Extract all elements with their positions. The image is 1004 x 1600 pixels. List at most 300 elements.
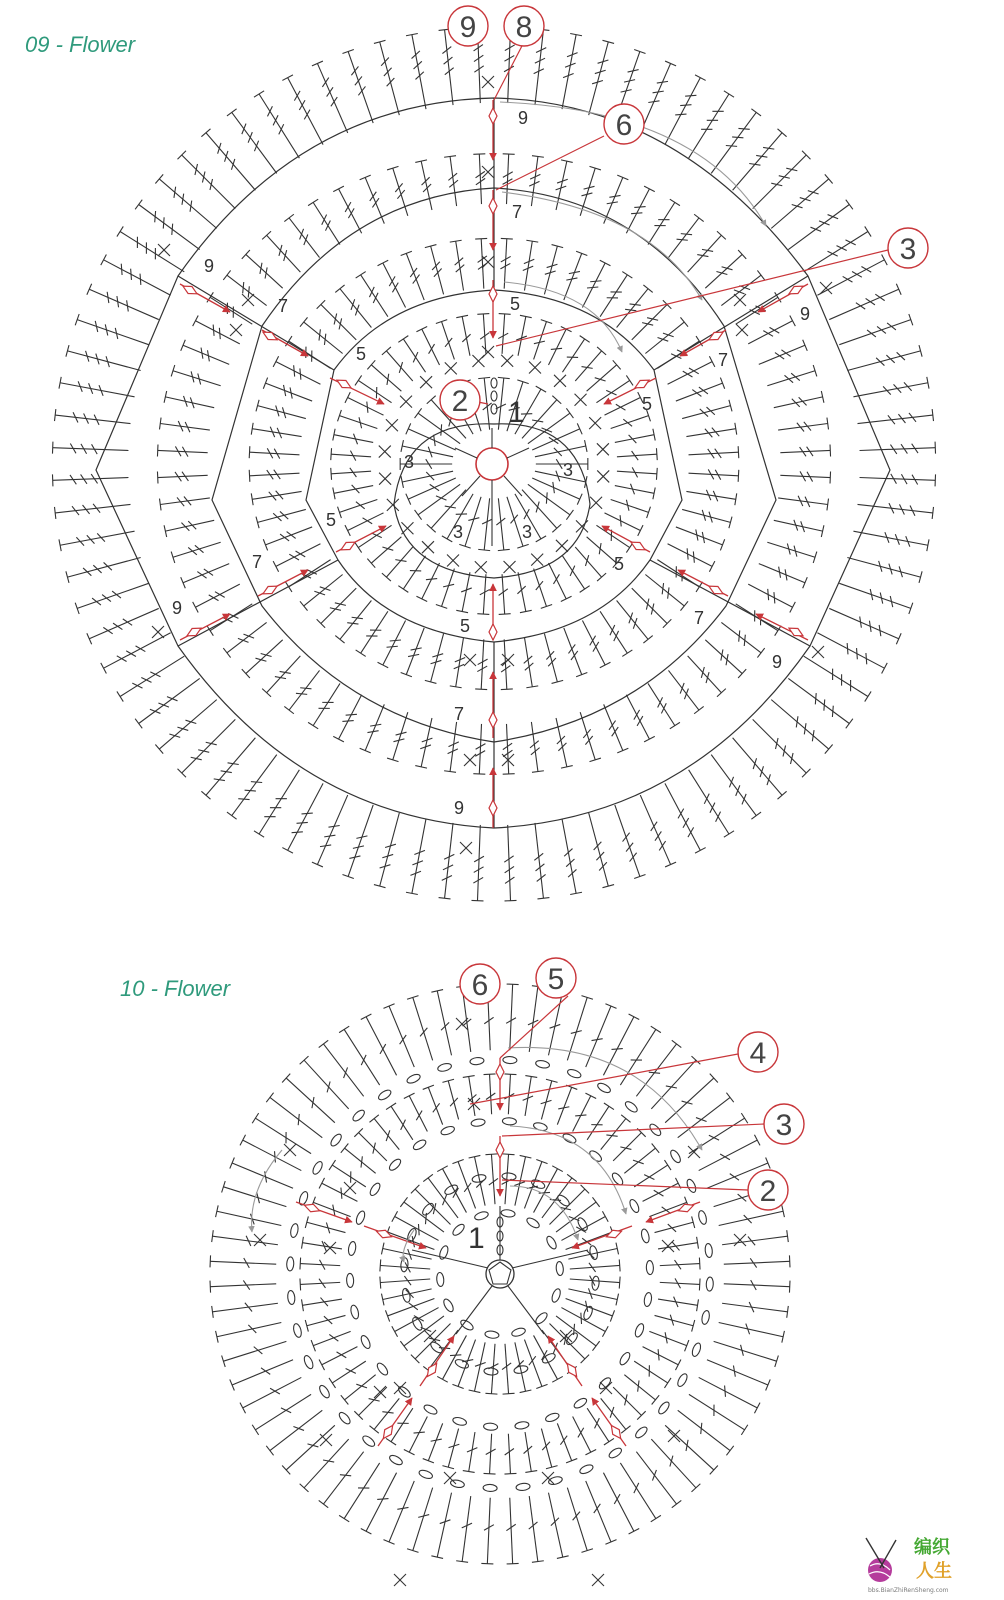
stitch-tall: [668, 670, 703, 713]
stitch-tall: [387, 166, 408, 215]
stitch-chain: [502, 1117, 516, 1125]
stitch-tall: [210, 1255, 276, 1268]
stitch-tall: [665, 783, 706, 853]
stitch-chain: [377, 1088, 393, 1102]
stitch-tall: [748, 584, 795, 612]
logo-site-url: bbs.BianZhiRenSheng.com: [868, 1587, 949, 1594]
svg-text:5: 5: [356, 344, 367, 364]
stitch-tall: [404, 1417, 428, 1455]
stitch-tall: [544, 245, 563, 295]
svg-text:5: 5: [510, 294, 521, 314]
stitch-tall: [378, 620, 406, 667]
stitch-sc: [482, 76, 494, 88]
stitch-sc: [420, 376, 432, 388]
slip-stitch-mark: [631, 542, 645, 550]
svg-text:9: 9: [454, 798, 465, 818]
stitch-chain: [691, 1342, 702, 1358]
stitch-sc: [152, 626, 164, 638]
stitch-tall: [473, 724, 485, 774]
stitch-tall: [759, 340, 807, 365]
stitch-tall: [688, 231, 726, 272]
stitch-tall: [615, 484, 655, 499]
stitch-tall: [686, 490, 736, 505]
stitch-tall: [450, 637, 465, 687]
stitch-tall: [665, 1074, 718, 1123]
stitch-tall: [736, 604, 781, 636]
stitch-tall: [216, 1322, 282, 1342]
stitch-tall: [360, 175, 385, 223]
stitch-sc: [597, 470, 609, 482]
stitch-chain: [676, 1372, 689, 1388]
stitch-tall: [425, 245, 444, 295]
stitch-tall: [707, 1360, 770, 1391]
stitch-chain: [421, 1202, 436, 1217]
stitch-tall: [311, 1197, 350, 1217]
stitch-tall: [177, 719, 235, 777]
stitch-tall: [847, 557, 922, 582]
stitch-tall: [573, 1093, 597, 1131]
flower-09-magic-ring: [476, 448, 508, 480]
slip-stitch-mark: [376, 1230, 391, 1238]
stitch-tall: [242, 640, 283, 678]
flower-10-diagram: [120, 958, 804, 1586]
svg-text:3: 3: [563, 460, 574, 480]
svg-text:5: 5: [614, 554, 625, 574]
stitch-chain: [618, 1351, 632, 1367]
stitch-chain: [351, 1108, 366, 1123]
stitch-chain: [485, 1330, 500, 1339]
stitch-tall: [382, 547, 413, 581]
stitch-tall: [655, 1216, 695, 1232]
stitch-tall: [640, 795, 676, 867]
stitch-chain: [483, 1484, 497, 1492]
stitch-tall: [788, 200, 853, 250]
stitch-tall: [562, 34, 582, 110]
stitch-tall: [504, 1434, 516, 1474]
stitch-tall: [444, 156, 458, 206]
stitch-tall: [387, 712, 408, 761]
stitch-chain: [573, 1396, 589, 1409]
stitch-tall: [302, 1298, 342, 1312]
stitch-tall: [367, 537, 401, 568]
stitch-tall: [230, 1157, 293, 1188]
stitch-tall: [312, 795, 348, 867]
stitch-tall: [682, 509, 732, 528]
stitch-chain: [423, 1403, 439, 1416]
stitch-tall: [722, 1302, 788, 1318]
stitch-tall: [207, 604, 252, 636]
stitch-chain: [648, 1122, 663, 1137]
stitch-tall: [252, 1113, 311, 1154]
stitch-tall: [262, 656, 300, 697]
slip-stitch-mark: [263, 586, 277, 594]
svg-text:7: 7: [718, 350, 729, 370]
stitch-tall: [613, 1128, 646, 1161]
stitch-tall: [300, 1258, 340, 1270]
slip-stitch-mark: [183, 286, 197, 294]
stitch-tall: [341, 1143, 376, 1173]
callout-3: [888, 228, 928, 268]
stitch-chain: [545, 1235, 558, 1251]
stitch-tall: [87, 284, 159, 320]
slip-stitch-mark: [635, 380, 649, 388]
stitch-tall: [477, 574, 489, 614]
stitch-tall: [383, 1481, 414, 1544]
stitch-tall: [575, 347, 606, 381]
stitch-tall: [503, 154, 515, 204]
stitch-tall: [564, 628, 588, 677]
stitch-chain: [576, 1216, 589, 1232]
stitch-sc: [734, 294, 746, 306]
stitch-chain: [634, 1323, 646, 1339]
stitch-tall: [617, 285, 653, 328]
stitch-tall: [312, 61, 348, 133]
stitch-tall: [282, 783, 323, 853]
stitch-tall: [342, 50, 373, 124]
stitch-chain: [388, 1157, 403, 1172]
stitch-tall: [532, 423, 582, 450]
stitch-sc: [158, 244, 170, 256]
stitch-tall: [604, 704, 629, 752]
stitch-tall: [788, 678, 853, 728]
stitch-tall: [502, 1344, 515, 1394]
stitch-tall: [333, 695, 361, 742]
stitch-chain: [502, 1172, 517, 1180]
stitch-tall: [570, 1276, 620, 1289]
stitch-tall: [645, 317, 688, 353]
stitch-tall: [407, 996, 433, 1061]
stitch-tall: [263, 527, 312, 551]
stitch-chain: [470, 1057, 485, 1065]
stitch-tall: [484, 1434, 496, 1474]
stitch-tall: [177, 151, 235, 209]
stitch-tall: [604, 175, 629, 223]
stitch-tall: [380, 1259, 430, 1272]
stitch-tall: [648, 199, 680, 244]
stitch-tall: [620, 1026, 661, 1085]
stitch-tall: [613, 1387, 646, 1420]
stitch-chain: [566, 1068, 582, 1079]
stitch-chain: [368, 1182, 382, 1198]
stitch-tall: [305, 1315, 345, 1331]
stitch-tall: [548, 1493, 568, 1559]
stitch-chain: [525, 1216, 541, 1230]
stitch-chain: [459, 1318, 475, 1332]
slip-stitch-mark: [678, 1204, 693, 1212]
stitch-tall: [748, 315, 795, 343]
stitch-tall: [753, 719, 811, 777]
callout-9: [448, 6, 488, 46]
stitch-chain: [579, 1463, 595, 1475]
stitch-tall: [263, 378, 312, 402]
stitch-tall: [431, 1493, 451, 1559]
stitch-sc: [387, 499, 399, 511]
stitch-chain: [406, 1073, 422, 1085]
slip-stitch-mark: [304, 1204, 319, 1212]
stitch-tall: [566, 1298, 615, 1321]
stitch-tall: [339, 1026, 380, 1085]
stitch-tall: [361, 1014, 397, 1075]
stitch-tall: [657, 336, 702, 368]
flower-10-center-spokes: [412, 1206, 588, 1334]
stitch-tall: [171, 542, 220, 563]
svg-text:4: 4: [749, 1037, 767, 1070]
stitch-tall: [624, 1375, 659, 1405]
slip-stitch-mark: [709, 332, 723, 340]
stitch-tall: [853, 531, 929, 551]
stitch-tall: [398, 336, 425, 373]
stitch-tall: [374, 40, 399, 115]
stitch-tall: [617, 448, 657, 460]
svg-text:5: 5: [326, 510, 337, 530]
stitch-tall: [55, 504, 131, 519]
stitch-sc: [379, 473, 391, 485]
stitch-chain: [347, 1241, 356, 1256]
stitch-chain: [514, 1421, 529, 1430]
stitch-tall: [444, 722, 459, 772]
stitch-tall: [860, 474, 936, 486]
slip-stitch-mark: [489, 108, 497, 124]
stitch-chain: [701, 1310, 711, 1325]
stitch-tall: [155, 700, 216, 754]
slip-stitch-mark: [606, 1230, 621, 1238]
stitch-tall: [528, 986, 544, 1052]
stitch-tall: [524, 637, 538, 687]
stitch-tall: [504, 825, 516, 901]
stitch-tall: [580, 712, 601, 761]
stitch-tall: [193, 315, 240, 343]
stitch-tall: [285, 336, 330, 368]
flower-09-row-labels: [172, 108, 810, 818]
stitch-tall: [360, 704, 385, 752]
stitch-tall: [566, 1226, 615, 1249]
flower-10-join-arrows: [296, 1058, 700, 1446]
stitch-chain: [556, 1261, 564, 1276]
stitch-chain: [550, 1288, 561, 1304]
stitch-chain: [287, 1290, 295, 1305]
stitch-tall: [338, 410, 378, 429]
stitch-chain: [471, 1118, 486, 1127]
stitch-chain: [375, 1361, 389, 1376]
stitch-tall: [504, 1074, 516, 1114]
stitch-tall: [452, 1159, 475, 1208]
stitch-tall: [651, 1056, 700, 1109]
stitch-tall: [473, 154, 485, 204]
slip-stitch-mark: [489, 198, 497, 214]
stitch-chain: [685, 1178, 697, 1194]
flower-09-diagram: [25, 6, 936, 901]
flower-10-slip-stitch-marks: [304, 1064, 693, 1439]
stitch-sc: [529, 361, 541, 373]
svg-text:7: 7: [694, 608, 705, 628]
svg-text:6: 6: [615, 109, 633, 142]
stitch-tall: [59, 377, 135, 397]
svg-text:3: 3: [899, 233, 917, 266]
stitch-tall: [589, 40, 614, 115]
stitch-chain: [442, 1298, 455, 1314]
stitch-tall: [617, 467, 657, 479]
stitch-sc: [734, 1234, 746, 1246]
slip-stitch-mark: [489, 800, 497, 816]
stitch-sc: [386, 419, 398, 431]
stitch-chain: [388, 1454, 404, 1467]
stitch-tall: [249, 470, 299, 482]
stitch-tall: [367, 360, 401, 391]
stitch-tall: [273, 356, 320, 384]
stitch-tall: [804, 656, 871, 701]
stitch-tall: [774, 520, 824, 537]
stitch-chain: [484, 1367, 499, 1375]
stitch-tall: [522, 396, 561, 439]
stitch-tall: [423, 1174, 458, 1218]
stitch-tall: [733, 738, 787, 799]
callout-6: [604, 104, 644, 144]
stitch-sc: [444, 1472, 456, 1484]
stitch-tall: [587, 360, 621, 391]
stitch-tall: [548, 563, 571, 602]
stitch-tall: [354, 1387, 387, 1420]
flower-09-round-5-outline: [306, 290, 682, 642]
stitch-tall: [442, 1079, 458, 1119]
stitch-chain: [346, 1273, 354, 1287]
stitch-tall: [774, 391, 824, 408]
stitch-tall: [442, 1429, 459, 1469]
stitch-tall: [284, 214, 319, 257]
svg-text:5: 5: [642, 394, 653, 414]
stitch-tall: [517, 572, 531, 612]
stitch-tall: [302, 1237, 342, 1252]
stitch-tall: [210, 1280, 276, 1292]
stitch-chain: [311, 1160, 324, 1176]
stitch-tall: [722, 1230, 788, 1245]
stitch-tall: [216, 1205, 282, 1225]
stitch-tall: [567, 996, 593, 1061]
stitch-tall: [596, 525, 633, 552]
stitch-chain: [646, 1260, 654, 1274]
stitch-tall: [463, 1076, 477, 1116]
stitch-tall: [223, 622, 266, 657]
stitch-tall: [529, 1496, 544, 1562]
stitch-tall: [256, 400, 306, 419]
stitch-tall: [753, 151, 811, 209]
stitch-tall: [230, 1360, 293, 1391]
stitch-chain: [634, 1425, 649, 1440]
stitch-chain: [704, 1243, 712, 1258]
stitch-sc: [662, 1240, 674, 1252]
slip-stitch-mark: [496, 1142, 504, 1158]
stitch-tall: [587, 1103, 614, 1140]
stitch-tall: [75, 314, 149, 345]
stitch-sc: [556, 540, 568, 552]
slip-stitch-mark: [489, 624, 497, 640]
callout-3: [764, 1104, 804, 1144]
stitch-tall: [601, 1115, 631, 1150]
stitch-tall: [439, 29, 454, 105]
slip-stitch-mark: [263, 332, 277, 340]
stitch-tall: [544, 634, 563, 684]
stitch-tall: [423, 1423, 443, 1462]
stitch-chain: [624, 1100, 639, 1114]
callout-8: [504, 6, 544, 46]
stitch-tall: [400, 1316, 444, 1351]
stitch-chain: [412, 1138, 428, 1151]
stitch-sc: [394, 1574, 406, 1586]
stitch-tall: [829, 608, 901, 644]
svg-text:2: 2: [759, 1175, 777, 1208]
stitch-tall: [456, 572, 471, 612]
stitch-chain: [706, 1277, 714, 1291]
stitch-tall: [724, 1255, 790, 1267]
svg-text:3: 3: [453, 522, 464, 542]
stitch-tall: [416, 326, 439, 365]
stitch-tall: [300, 1056, 349, 1109]
stitch-tall: [273, 544, 320, 572]
stitch-tall: [212, 1230, 278, 1246]
stitch-chain: [359, 1334, 371, 1350]
stitch-sc: [502, 654, 514, 666]
stitch-tall: [254, 770, 299, 837]
stitch-tall: [345, 392, 384, 415]
stitch-tall: [117, 656, 184, 701]
stitch-tall: [686, 423, 736, 437]
stitch-tall: [300, 1439, 349, 1492]
svg-text:3: 3: [775, 1109, 793, 1142]
stitch-chain: [516, 1483, 531, 1491]
stitch-tall: [624, 1143, 659, 1173]
stitch-tall: [502, 1154, 515, 1204]
stitch-chain: [361, 1434, 376, 1448]
stitch-tall: [839, 583, 913, 614]
stitch-tall: [689, 770, 734, 837]
slip-stitch-mark: [789, 286, 803, 294]
stitch-tall: [155, 174, 216, 228]
stitch-tall: [676, 527, 725, 551]
stitch-tall: [570, 1259, 620, 1272]
stitch-sc: [590, 497, 602, 509]
stitch-sc: [445, 362, 457, 374]
stitch-tall: [589, 813, 614, 888]
stitch-tall: [847, 345, 922, 370]
stitch-tall: [338, 499, 378, 518]
stitch-tall: [665, 1425, 718, 1474]
stitch-chain: [411, 1316, 424, 1332]
stitch-sc: [589, 417, 601, 429]
stitch-tall: [778, 418, 828, 432]
stitch-tall: [319, 1347, 357, 1371]
stitch-tall: [634, 1361, 671, 1388]
stitch-chain: [503, 1056, 517, 1064]
stitch-chain: [628, 1198, 640, 1214]
stitch-tall: [101, 633, 171, 674]
stitch-tall: [541, 1429, 557, 1469]
stitch-tall: [333, 186, 361, 233]
stitch-tall: [651, 1439, 700, 1492]
svg-text:7: 7: [278, 296, 289, 316]
stitch-chain: [454, 1358, 470, 1370]
stitch-sc: [736, 324, 748, 336]
stitch-tall: [501, 639, 513, 689]
stitch-tall: [580, 166, 601, 215]
stitch-tall: [532, 478, 582, 505]
stitch-chain: [337, 1411, 352, 1426]
stitch-tall: [411, 1185, 451, 1225]
stitch-sc: [504, 561, 516, 573]
stitch-tall: [604, 513, 643, 536]
slip-stitch-mark: [567, 1363, 576, 1376]
callout-2: [440, 380, 480, 420]
slip-stitch-mark: [789, 628, 803, 636]
flower-09-center-spokes: [455, 428, 529, 546]
